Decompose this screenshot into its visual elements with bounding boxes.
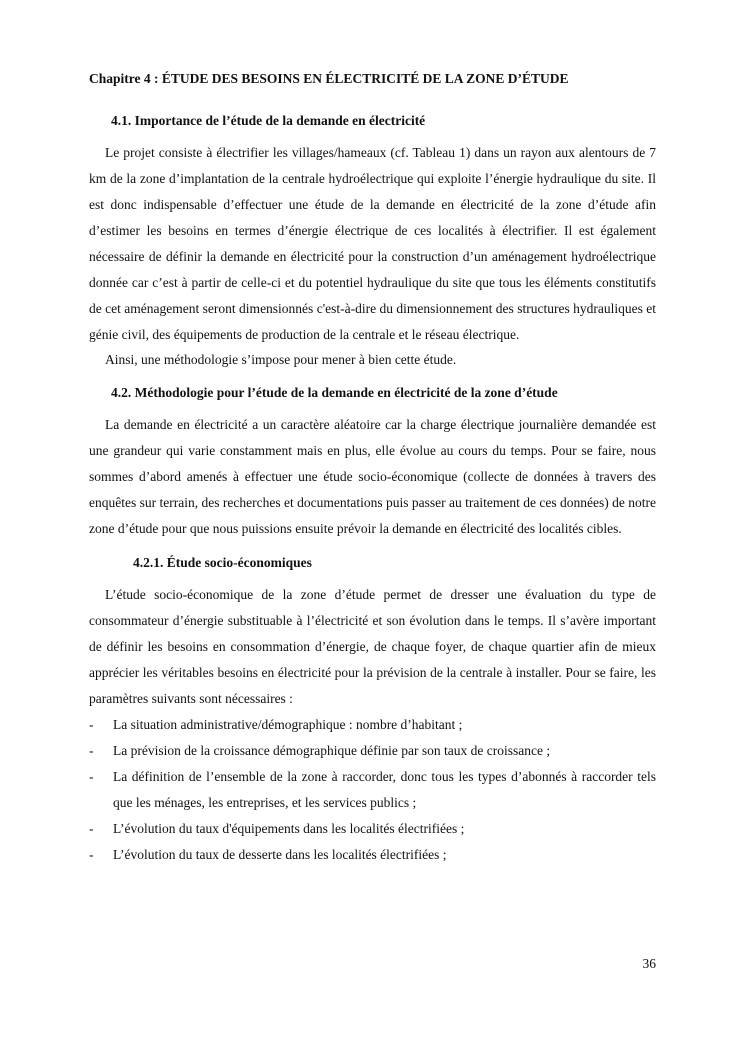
list-dash-marker: - bbox=[89, 769, 94, 784]
list-item: - La définition de l’ensemble de la zone à raccorder, donc tous les types d’abonnés à raccorder tels que les ménages, les entreprises, et les services publics ; bbox=[89, 764, 656, 816]
section-4-1-paragraph-2: Ainsi, une méthodologie s’impose pour mener à bien cette étude. bbox=[105, 352, 457, 367]
section-4-2-paragraph-1: La demande en électricité a un caractère aléatoire car la charge électrique journalière demandée est une grandeur qui varie constamment mais en plus, elle évolue au cours du temps. Pour se faire, nous sommes d’abord amenés à effectuer une étude socio-économique (collecte de données à travers des enquêtes sur terrain, des recherches et documentations puis passer au traitement de ces données) de notre zone d’étude pour que nous puissions ensuite prévoir la demande en électricité des localités cibles. bbox=[89, 417, 656, 536]
list-item: - L’évolution du taux d'équipements dans les localités électrifiées ; bbox=[89, 816, 656, 842]
section-4-2-1-paragraph-1: L’étude socio-économique de la zone d’étude permet de dresser une évaluation du type de consommateur d’énergie substituable à l’électricité et son évolution dans le temps. Il s’avère important de définir les besoins en consommation d’énergie, de chaque foyer, de chaque quartier afin de mieux apprécier les véritables besoins en électricité pour la prévision de la centrale à installer. Pour se faire, les paramètres suivants sont nécessaires : bbox=[89, 587, 656, 706]
list-item: - L’évolution du taux de desserte dans les localités électrifiées ; bbox=[89, 842, 656, 868]
chapter-title: Chapitre 4 : ÉTUDE DES BESOINS EN ÉLECTRICITÉ DE LA ZONE D’ÉTUDE bbox=[89, 71, 569, 86]
section-4-1-heading: 4.1. Importance de l’étude de la demande en électricité bbox=[111, 113, 426, 128]
list-dash-marker: - bbox=[89, 821, 94, 836]
list-dash-marker: - bbox=[89, 717, 94, 732]
section-4-2-heading: 4.2. Méthodologie pour l’étude de la demande en électricité de la zone d’étude bbox=[111, 385, 558, 400]
list-dash-marker: - bbox=[89, 847, 94, 862]
list-item: - La situation administrative/démographique : nombre d’habitant ; bbox=[89, 712, 656, 738]
page-number: 36 bbox=[642, 956, 656, 971]
list-dash-marker: - bbox=[89, 743, 94, 758]
section-4-2-1-heading: 4.2.1. Étude socio-économiques bbox=[133, 555, 312, 570]
section-4-1-paragraph-1: Le projet consiste à électrifier les villages/hameaux (cf. Tableau 1) dans un rayon aux alentours de 7 km de la zone d’implantation de la centrale hydroélectrique qui exploite l’énergie hydraulique du site. Il est donc indispensable d’effectuer une étude de la demande en électricité de la zone d’étude afin d’estimer les besoins en termes d’énergie électrique de ces localités à électrifier. Il est également nécessaire de définir la demande en électricité pour la construction d’un aménagement hydroélectrique donnée car c’est à partir de celle-ci et du potentiel hydraulique du site que tous les éléments constitutifs de cet aménagement seront dimensionnés c'est-à-dire du dimensionnement des structures hydrauliques et génie civil, des équipements de production de la centrale et le réseau électrique. bbox=[89, 145, 656, 342]
list-item: - La prévision de la croissance démographique définie par son taux de croissance ; bbox=[89, 738, 656, 764]
parameters-list bbox=[89, 712, 656, 868]
